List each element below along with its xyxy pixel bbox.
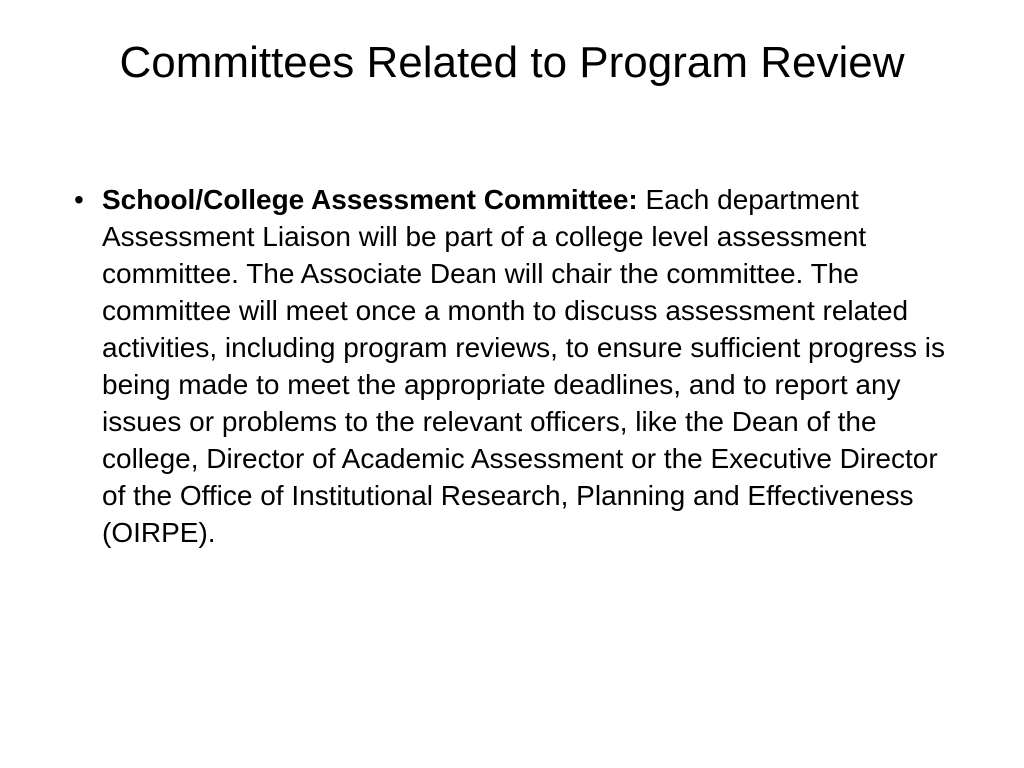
committee-description: Each department Assessment Liaison will be part of a college level assessment committee. The Associate Dean will chair the committee. The committee will meet once a month to discuss assessment related activities, including program reviews, to ensure sufficient progress is being made to meet the appropriate deadlines, and to report any issues or problems to the relevant officers, like the Dean of the college, Director of Academic Assessment or the Executive Director of the Office of Institutional Research, Planning and Effectiveness (OIRPE).: [102, 184, 945, 548]
committee-term: School/College Assessment Committee:: [102, 184, 638, 215]
slide-title: Committees Related to Program Review: [119, 38, 905, 87]
bullet-list: [72, 181, 952, 551]
bullet-item: [72, 181, 952, 551]
bullet-marker: •: [74, 184, 84, 215]
